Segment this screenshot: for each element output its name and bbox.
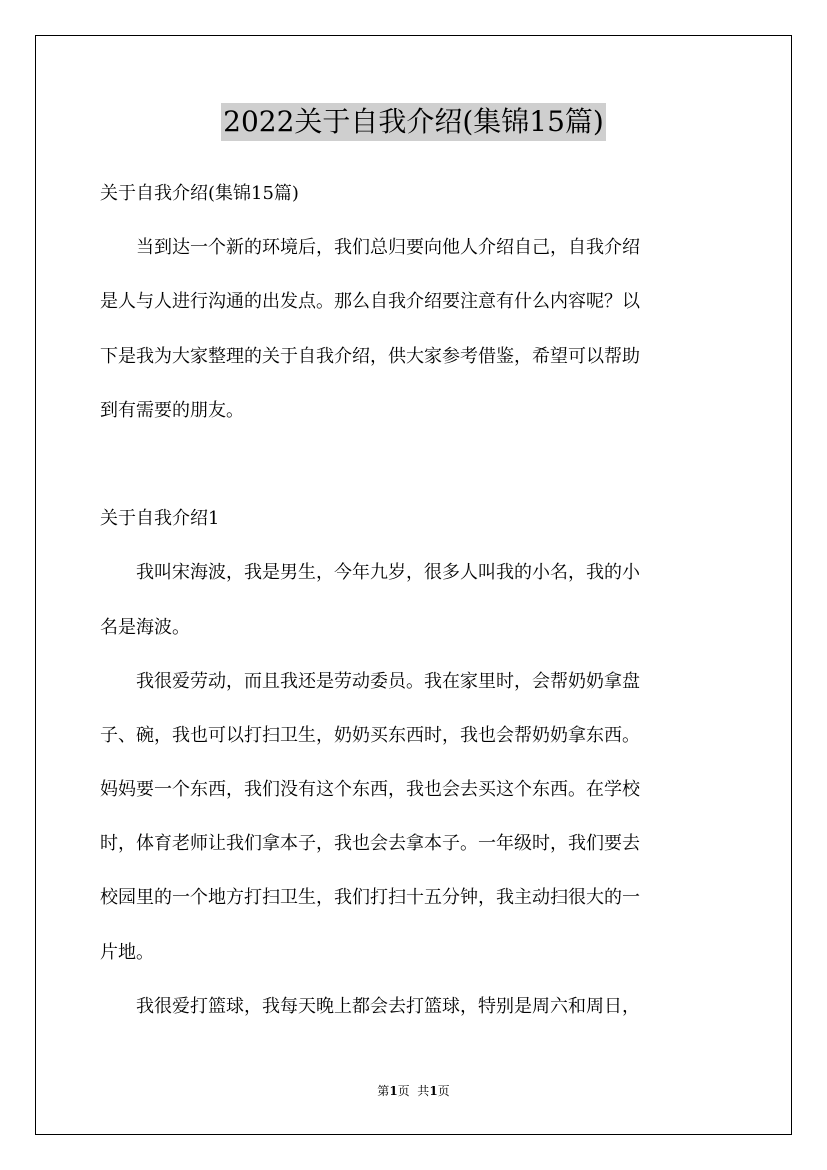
- intro-line-3: 下是我为大家整理的关于自我介绍，供大家参考借鉴，希望可以帮助: [100, 346, 640, 367]
- para2-line-5: 校园里的一个地方打扫卫生，我们打扫十五分钟，我主动扫很大的一: [100, 887, 640, 908]
- para3-line-1: 我很爱打篮球，我每天晚上都会去打篮球，特别是周六和周日，: [136, 996, 640, 1017]
- para2-line-3: 妈妈要一个东西，我们没有这个东西，我也会去买这个东西。在学校: [100, 779, 640, 800]
- footer-page-number: 1: [389, 1084, 398, 1098]
- heading-1: 关于自我介绍(集锦15篇): [100, 183, 299, 204]
- footer-page-total: 1: [429, 1084, 438, 1098]
- para1-line-2: 名是海波。: [100, 617, 190, 638]
- footer-page-prefix: 第: [377, 1084, 390, 1098]
- footer-page-suffix: 页: [437, 1084, 450, 1098]
- para2-line-1: 我很爱劳动，而且我还是劳动委员。我在家里时，会帮奶奶拿盘: [136, 671, 640, 692]
- intro-line-4: 到有需要的朋友。: [100, 400, 244, 421]
- para2-line-2: 子、碗，我也可以打扫卫生，奶奶买东西时，我也会帮奶奶拿东西。: [100, 725, 640, 746]
- page-footer: [0, 1083, 827, 1099]
- para2-line-4: 时，体育老师让我们拿本子，我也会去拿本子。一年级时，我们要去: [100, 833, 640, 854]
- section-1-heading: 关于自我介绍1: [100, 508, 220, 529]
- footer-page-mid: 页 共: [397, 1084, 430, 1098]
- para2-line-6: 片地。: [100, 942, 154, 963]
- para1-line-1: 我叫宋海波，我是男生，今年九岁，很多人叫我的小名，我的小: [136, 562, 640, 583]
- document-title: 2022关于自我介绍(集锦15篇): [221, 103, 606, 141]
- intro-line-1: 当到达一个新的环境后，我们总归要向他人介绍自己，自我介绍: [136, 237, 640, 258]
- intro-line-2: 是人与人进行沟通的出发点。那么自我介绍要注意有什么内容呢？以: [100, 291, 640, 312]
- title-container: [0, 103, 827, 141]
